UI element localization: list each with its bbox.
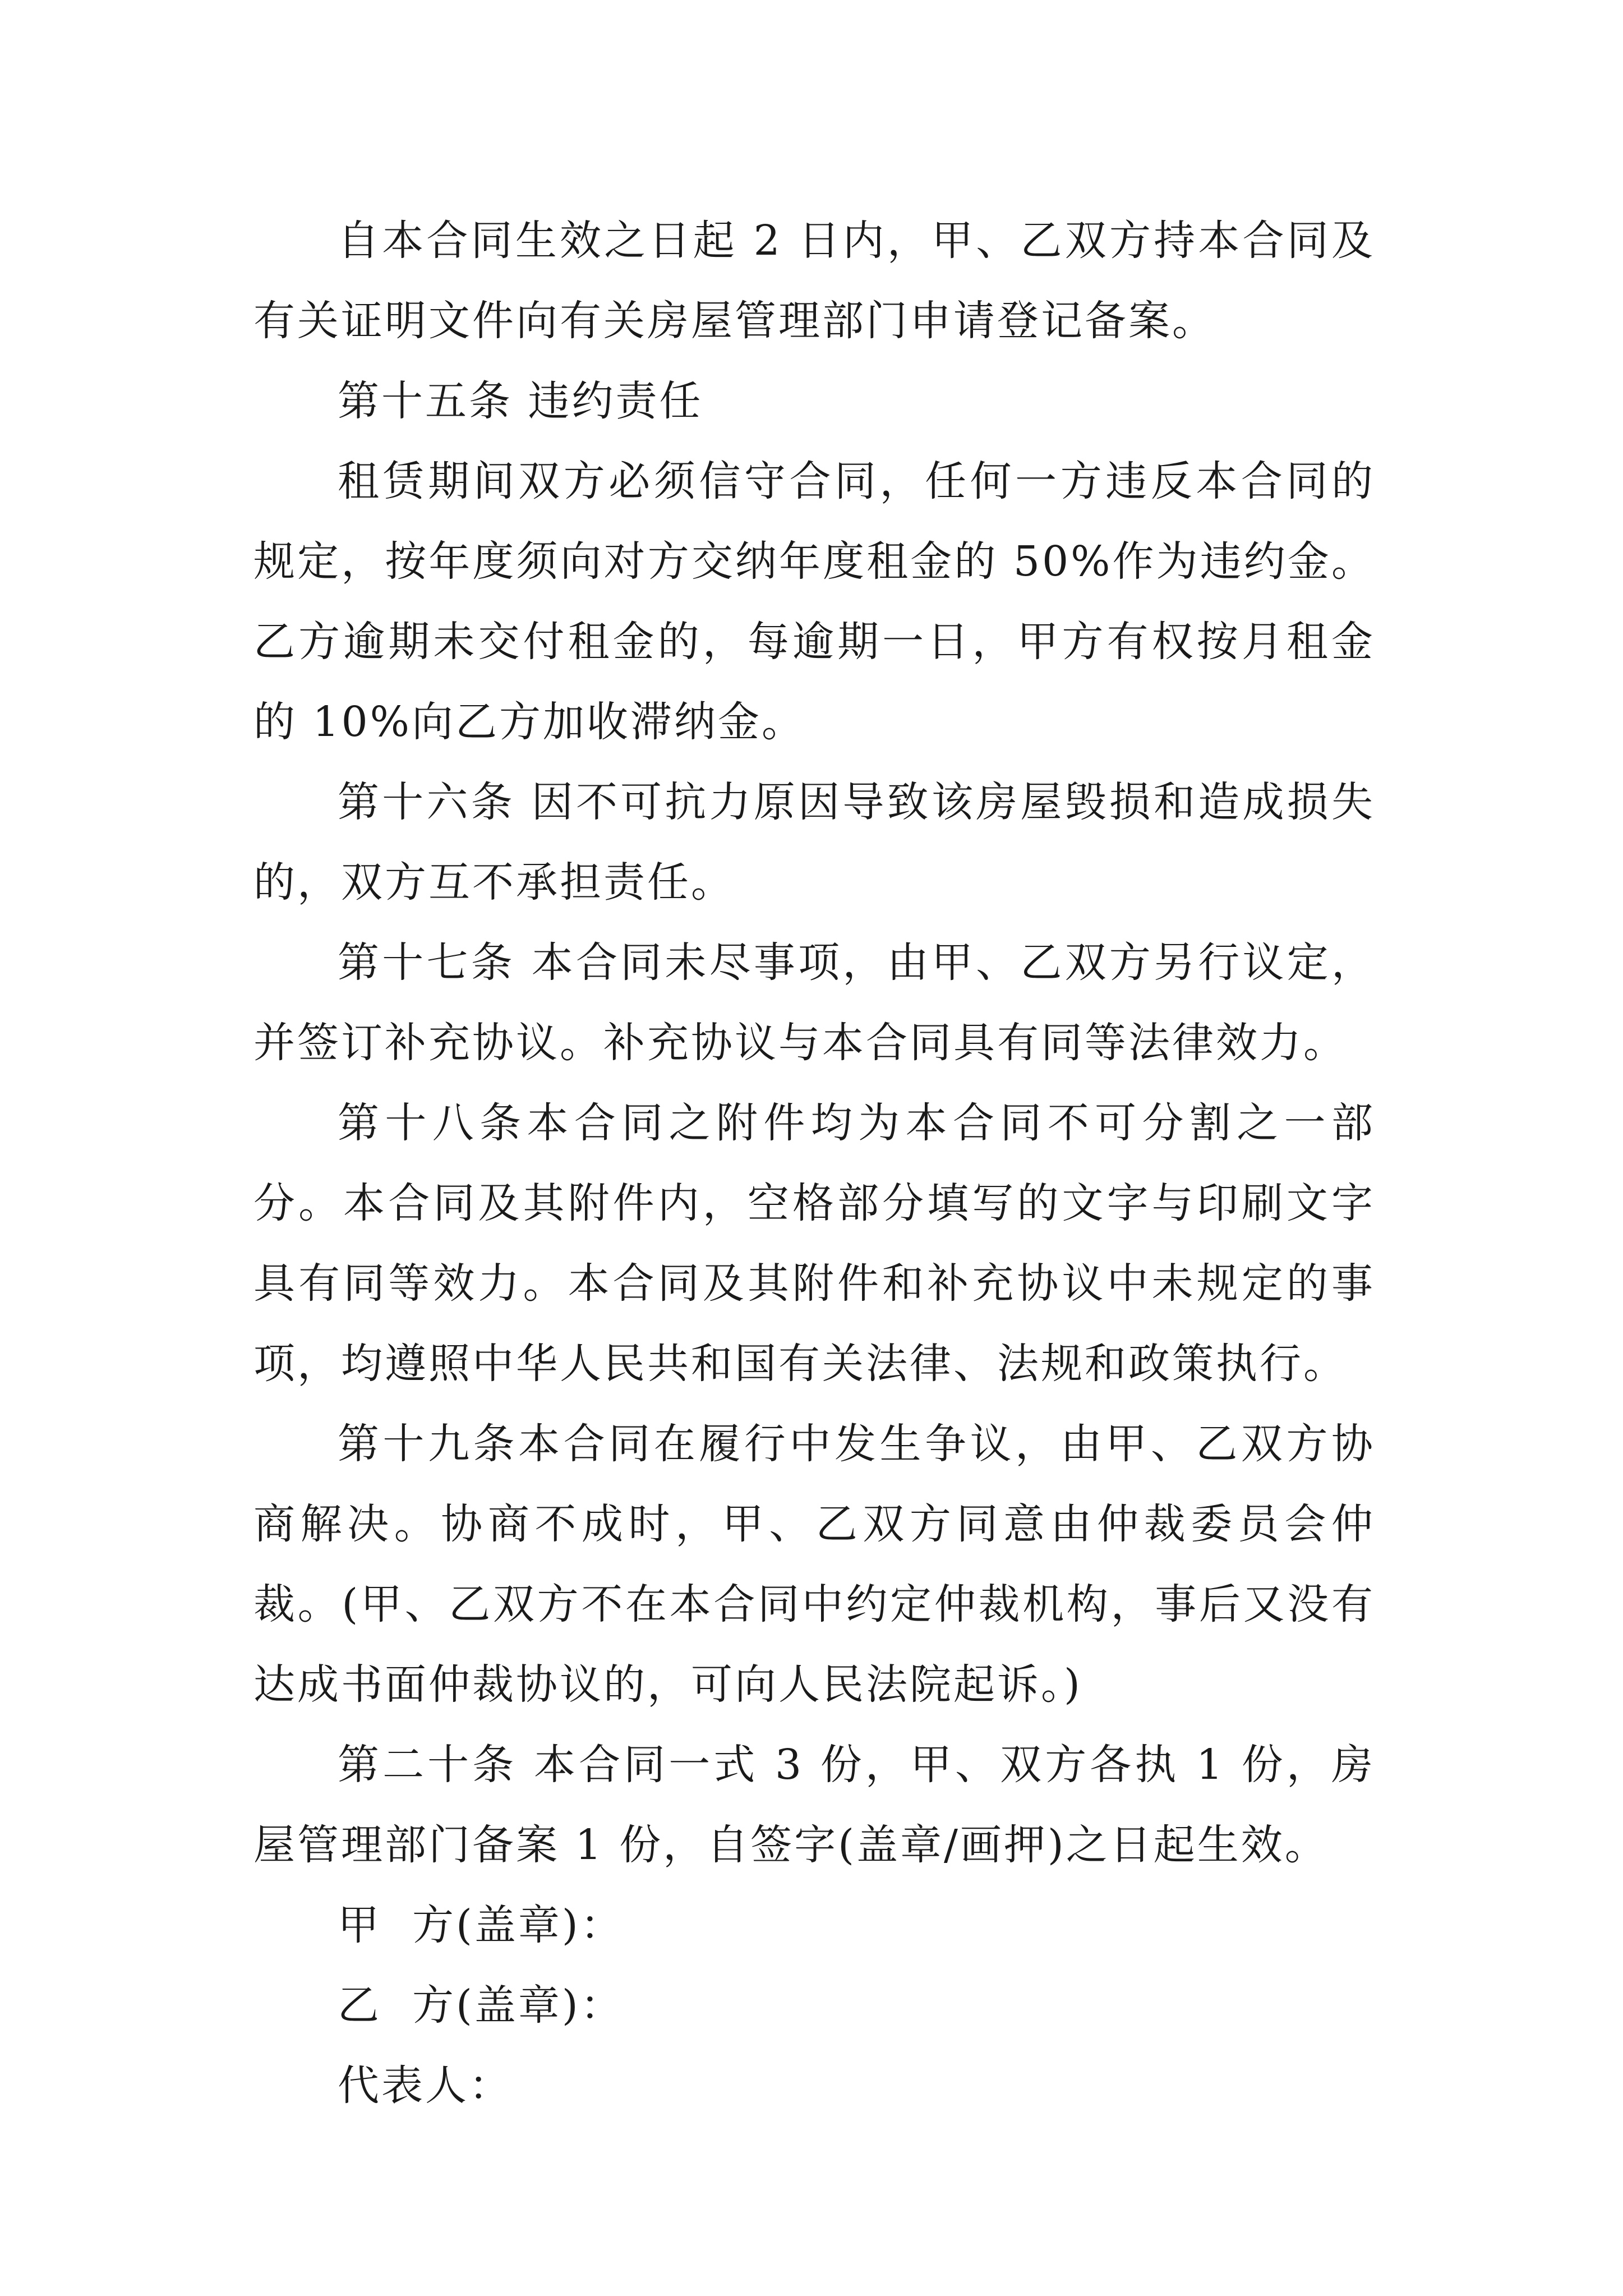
paragraph-breach-liability: 租赁期间双方必须信守合同，任何一方违反本合同的规定，按年度须向对方交纳年度租金的 50%作为违约金。乙方逾期未交付租金的，每逾期一日，甲方有权按月租金的 10%向乙方加收滞纳金。 (253, 457, 1375, 746)
party-b-signature-line: 乙 方(盖章)： (338, 1981, 624, 2030)
document-body (253, 201, 1375, 2126)
paragraph-registration: 自本合同生效之日起 2 日内，甲、乙双方持本合同及有关证明文件向有关房屋管理部门申请登记备案。 (253, 217, 1375, 345)
article-18: 第十八条本合同之附件均为本合同不可分割之一部分。本合同及其附件内，空格部分填写的文字与印刷文字具有同等效力。本合同及其附件和补充协议中未规定的事项，均遵照中华人民共和国有关法律、法规和政策执行。 (253, 1099, 1375, 1388)
representative-signature-line: 代表人： (338, 2062, 513, 2110)
article-15-heading: 第十五条 违约责任 (338, 377, 703, 425)
article-17: 第十七条 本合同未尽事项，由甲、乙双方另行议定，并签订补充协议。补充协议与本合同具有同等法律效力。 (253, 938, 1375, 1067)
article-19: 第十九条本合同在履行中发生争议，由甲、乙双方协商解决。协商不成时，甲、乙双方同意由仲裁委员会仲裁。(甲、乙双方不在本合同中约定仲裁机构，事后又没有达成书面仲裁协议的，可向人民法院起诉。) (253, 1420, 1375, 1709)
article-20: 第二十条 本合同一式 3 份，甲、双方各执 1 份，房屋管理部门备案 1 份，自签字(盖章/画押)之日起生效。 (253, 1741, 1375, 1869)
party-a-signature-line: 甲 方(盖章)： (338, 1901, 624, 1949)
article-16: 第十六条 因不可抗力原因导致该房屋毁损和造成损失的，双方互不承担责任。 (253, 778, 1375, 907)
